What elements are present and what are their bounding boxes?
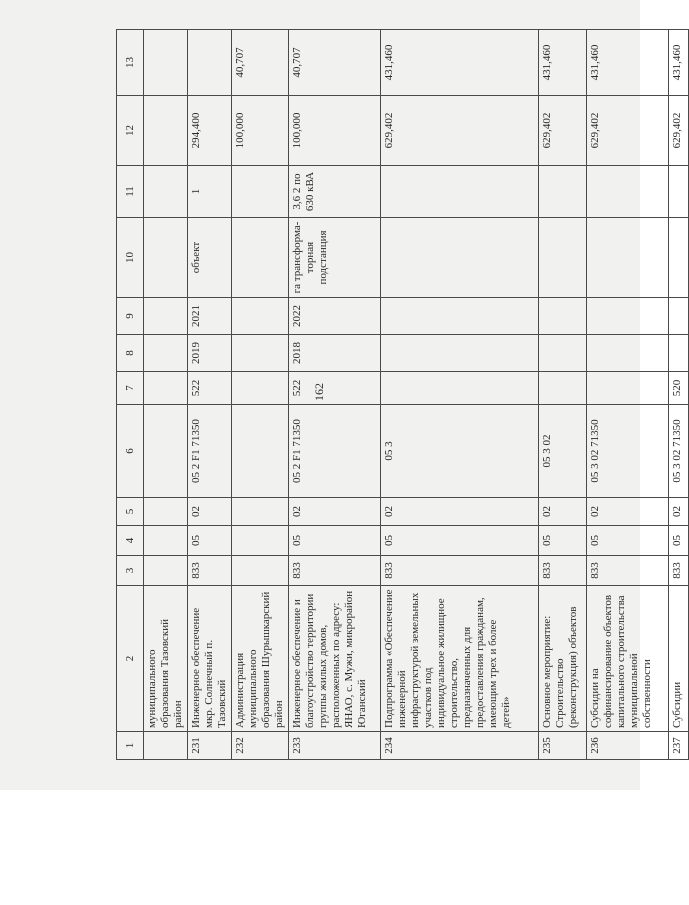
cell-col-1: 233 bbox=[289, 732, 381, 760]
col-header-13: 13 bbox=[117, 30, 144, 96]
col-header-11: 11 bbox=[117, 166, 144, 218]
cell-col-1: 232 bbox=[232, 732, 289, 760]
cell-col-4: 05 bbox=[381, 526, 539, 556]
cell-col-5: 02 bbox=[669, 498, 689, 526]
table-row bbox=[289, 30, 381, 760]
cell-col-7 bbox=[587, 372, 669, 405]
cell-col-8: 2018 bbox=[289, 335, 381, 372]
cell-col-10 bbox=[232, 218, 289, 298]
cell-col-9 bbox=[587, 298, 669, 335]
cell-col-9 bbox=[539, 298, 587, 335]
col-header-3: 3 bbox=[117, 556, 144, 586]
cell-col-13: 431,460 bbox=[587, 30, 669, 96]
cell-col-7 bbox=[144, 372, 188, 405]
cell-col-13: 431,460 bbox=[381, 30, 539, 96]
cell-col-6: 05 2 F1 71350 bbox=[188, 405, 232, 498]
cell-col-7 bbox=[539, 372, 587, 405]
cell-col-8: 2019 bbox=[188, 335, 232, 372]
table-row bbox=[232, 30, 289, 760]
cell-col-1 bbox=[144, 732, 188, 760]
cell-col-6: 05 3 bbox=[381, 405, 539, 498]
cell-col-3 bbox=[144, 556, 188, 586]
cell-col-8 bbox=[144, 335, 188, 372]
cell-col-12 bbox=[144, 96, 188, 166]
budget-table bbox=[116, 29, 689, 760]
cell-col-11: 3,6 2 по 630 кВА bbox=[289, 166, 381, 218]
cell-col-11: 1 bbox=[188, 166, 232, 218]
cell-col-9: 2022 bbox=[289, 298, 381, 335]
cell-col-5 bbox=[144, 498, 188, 526]
cell-col-11 bbox=[669, 166, 689, 218]
cell-col-8 bbox=[587, 335, 669, 372]
cell-col-9 bbox=[381, 298, 539, 335]
cell-col-10: га трансформа-торная подстанция bbox=[289, 218, 381, 298]
cell-col-5 bbox=[232, 498, 289, 526]
cell-col-7 bbox=[381, 372, 539, 405]
cell-col-1: 234 bbox=[381, 732, 539, 760]
cell-col-4: 05 bbox=[669, 526, 689, 556]
cell-col-13: 431,460 bbox=[669, 30, 689, 96]
cell-col-13: 431,460 bbox=[539, 30, 587, 96]
cell-col-12: 629,402 bbox=[587, 96, 669, 166]
header-row bbox=[117, 30, 144, 760]
cell-col-12: 629,402 bbox=[381, 96, 539, 166]
cell-col-7: 522 bbox=[289, 372, 381, 405]
cell-col-2: Инженерное обеспечение и благоустройство территории группы жилых домов, расположенных по адресу: ЯНАО, с. Мужи, микрорайон Юганский bbox=[289, 586, 381, 732]
col-header-8: 8 bbox=[117, 335, 144, 372]
cell-col-3: 833 bbox=[188, 556, 232, 586]
col-header-6: 6 bbox=[117, 405, 144, 498]
cell-col-10 bbox=[381, 218, 539, 298]
cell-col-9 bbox=[232, 298, 289, 335]
cell-col-9 bbox=[144, 298, 188, 335]
cell-col-13 bbox=[188, 30, 232, 96]
cell-col-10 bbox=[539, 218, 587, 298]
table-body bbox=[144, 30, 689, 760]
cell-col-7: 520 bbox=[669, 372, 689, 405]
cell-col-8 bbox=[381, 335, 539, 372]
cell-col-6: 05 2 F1 71350 bbox=[289, 405, 381, 498]
cell-col-10 bbox=[144, 218, 188, 298]
cell-col-3: 833 bbox=[587, 556, 669, 586]
cell-col-5: 02 bbox=[587, 498, 669, 526]
col-header-2: 2 bbox=[117, 586, 144, 732]
cell-col-12: 294,400 bbox=[188, 96, 232, 166]
cell-col-4 bbox=[232, 526, 289, 556]
col-header-5: 5 bbox=[117, 498, 144, 526]
table-row bbox=[188, 30, 232, 760]
cell-col-5: 02 bbox=[539, 498, 587, 526]
cell-col-3: 833 bbox=[539, 556, 587, 586]
table-row bbox=[587, 30, 669, 760]
cell-col-12: 629,402 bbox=[539, 96, 587, 166]
cell-col-4: 05 bbox=[539, 526, 587, 556]
cell-col-1: 235 bbox=[539, 732, 587, 760]
cell-col-9: 2021 bbox=[188, 298, 232, 335]
cell-col-9 bbox=[669, 298, 689, 335]
cell-col-11 bbox=[232, 166, 289, 218]
cell-col-12: 629,402 bbox=[669, 96, 689, 166]
col-header-4: 4 bbox=[117, 526, 144, 556]
cell-col-6: 05 3 02 71350 bbox=[587, 405, 669, 498]
table-row bbox=[669, 30, 689, 760]
cell-col-3: 833 bbox=[381, 556, 539, 586]
col-header-9: 9 bbox=[117, 298, 144, 335]
cell-col-5: 02 bbox=[188, 498, 232, 526]
col-header-12: 12 bbox=[117, 96, 144, 166]
col-header-10: 10 bbox=[117, 218, 144, 298]
cell-col-13 bbox=[144, 30, 188, 96]
cell-col-13: 40,707 bbox=[289, 30, 381, 96]
cell-col-6 bbox=[144, 405, 188, 498]
cell-col-6: 05 3 02 71350 bbox=[669, 405, 689, 498]
cell-col-11 bbox=[381, 166, 539, 218]
cell-col-5: 02 bbox=[381, 498, 539, 526]
cell-col-13: 40,707 bbox=[232, 30, 289, 96]
cell-col-3 bbox=[232, 556, 289, 586]
cell-col-2: Администрация муниципального образования Шурышкарский район bbox=[232, 586, 289, 732]
cell-col-12: 100,000 bbox=[232, 96, 289, 166]
cell-col-2: Субсидии на софинансирование объектов капитального строительства муниципальной собственности bbox=[587, 586, 669, 732]
rotated-table-container bbox=[116, 30, 683, 760]
cell-col-10 bbox=[587, 218, 669, 298]
cell-col-5: 02 bbox=[289, 498, 381, 526]
cell-col-2: Субсидии bbox=[669, 586, 689, 732]
cell-col-12: 100,000 bbox=[289, 96, 381, 166]
cell-col-6 bbox=[232, 405, 289, 498]
cell-col-4: 05 bbox=[188, 526, 232, 556]
col-header-7: 7 bbox=[117, 372, 144, 405]
cell-col-7 bbox=[232, 372, 289, 405]
cell-col-2: Подпрограмма «Обеспечение инженерной инфраструктурой земельных участков под индивидуальное жилищное строительство, предназначенных для предоставления гражданам, имеющим трех и более детей» bbox=[381, 586, 539, 732]
cell-col-8 bbox=[669, 335, 689, 372]
cell-col-8 bbox=[539, 335, 587, 372]
cell-col-2: муниципального образования Тазовский район bbox=[144, 586, 188, 732]
cell-col-3: 833 bbox=[289, 556, 381, 586]
cell-col-11 bbox=[144, 166, 188, 218]
cell-col-4: 05 bbox=[587, 526, 669, 556]
cell-col-7: 522 bbox=[188, 372, 232, 405]
cell-col-10: объект bbox=[188, 218, 232, 298]
table-row bbox=[381, 30, 539, 760]
cell-col-2: Основное мероприятие: Строительство (реконструкция) объектов bbox=[539, 586, 587, 732]
cell-col-6: 05 3 02 bbox=[539, 405, 587, 498]
cell-col-3: 833 bbox=[669, 556, 689, 586]
cell-col-1: 236 bbox=[587, 732, 669, 760]
table-row bbox=[144, 30, 188, 760]
col-header-1: 1 bbox=[117, 732, 144, 760]
cell-col-11 bbox=[587, 166, 669, 218]
cell-col-4: 05 bbox=[289, 526, 381, 556]
table-row bbox=[539, 30, 587, 760]
cell-col-1: 237 bbox=[669, 732, 689, 760]
cell-col-4 bbox=[144, 526, 188, 556]
cell-col-11 bbox=[539, 166, 587, 218]
cell-col-1: 231 bbox=[188, 732, 232, 760]
page-number: 162 bbox=[312, 383, 326, 401]
cell-col-2: Инженерное обеспечение мкр. Солнечный п. Тазовский bbox=[188, 586, 232, 732]
cell-col-10 bbox=[669, 218, 689, 298]
cell-col-8 bbox=[232, 335, 289, 372]
